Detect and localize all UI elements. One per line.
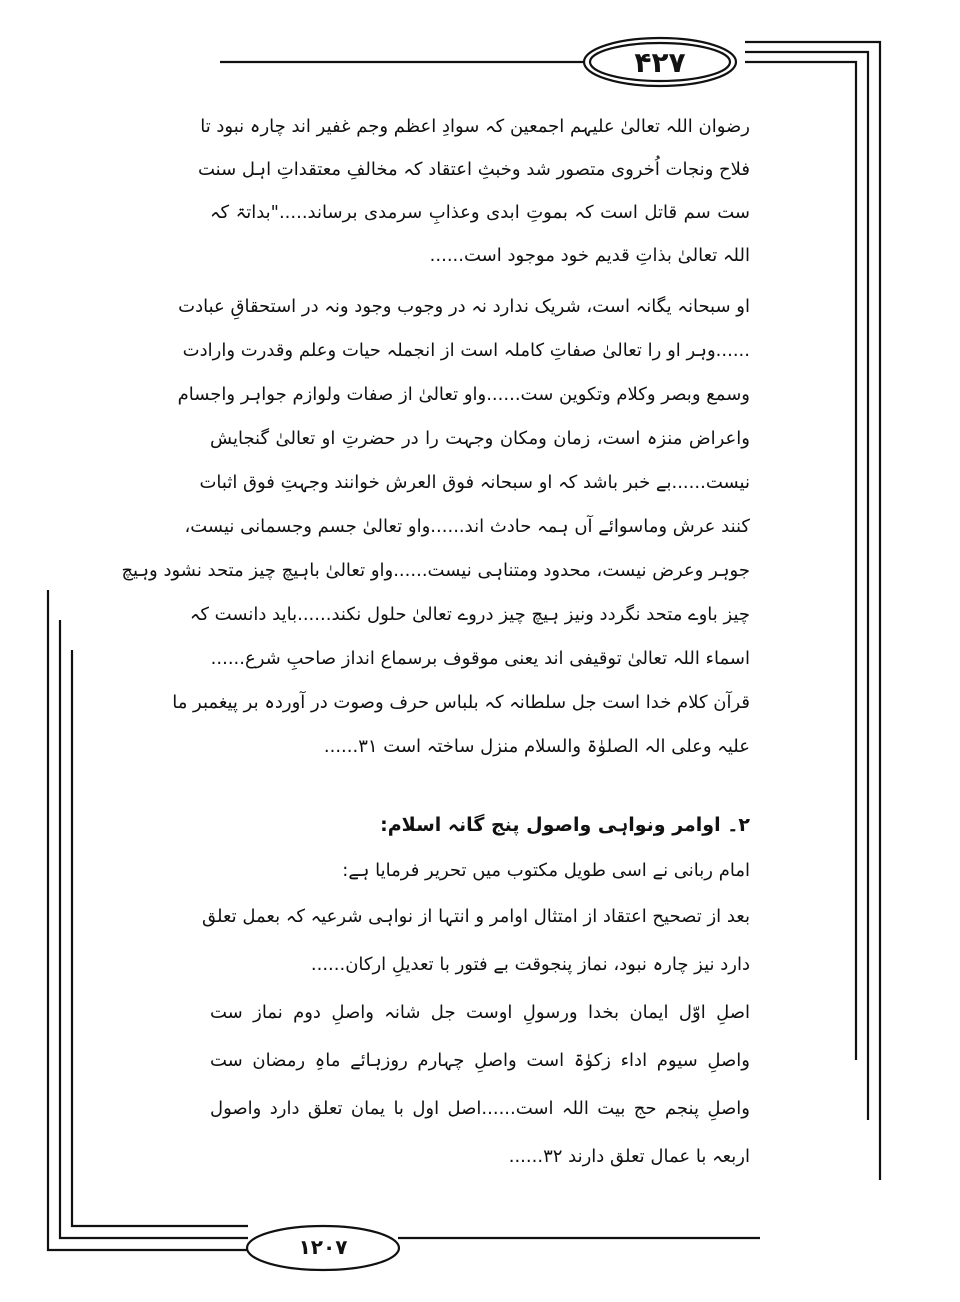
text-line: اصلِ اوّل ایمان بخدا ورسولِ اوست جل شانہ واصلِ دوم نماز ست xyxy=(210,1002,750,1023)
top-border-line-inner xyxy=(745,62,856,1060)
text-line: جوہر وعرض نیست، محدود ومتناہی نیست......واو تعالیٰ باہیچ چیز متحد نشود وہیچ xyxy=(121,560,750,581)
text-line: اربعہ با عمال تعلق دارند ۳۲...... xyxy=(508,1146,750,1167)
text-line: ست سم قاتل است کہ بموتِ ابدی وعذابِ سرمدی برساند....."بداتۃ کہ xyxy=(210,202,750,223)
text-line: قرآن کلام خدا است جل سلطانہ کہ بلباس حرف وصوت در آوردہ بر پیغمبر ما xyxy=(172,692,750,713)
header-page-number: ۴۲۷ xyxy=(634,46,686,79)
text-line: کنند عرش وماسوائے آں ہمہ حادث اند......واو تعالیٰ جسم وجسمانی نیست، xyxy=(184,516,750,537)
footer-page-number: ۱۲۰۷ xyxy=(298,1235,348,1259)
section-heading: ۲۔ اوامر ونواہی واصول پنج گانہ اسلام: xyxy=(380,814,750,836)
text-line: علیہ وعلی الہ الصلوٰۃ والسلام منزل ساختہ است ۳۱...... xyxy=(323,736,750,757)
text-line: دارد نیز چارہ نبود، نماز پنجوقت بے فتور با تعدیلِ ارکان...... xyxy=(310,954,750,975)
text-line: فلاح ونجات اُخروی متصور شد وخبثِ اعتقاد کہ مخالفِ معتقداتِ اہل سنت xyxy=(197,159,750,180)
text-line: چیز باوے متحد نگردد ونیز ہیچ چیز دروے تعالیٰ حلول نکند......باید دانست کہ xyxy=(189,604,750,625)
text-line: او سبحانہ یگانہ است، شریک ندارد نہ در وجوب وجود ونہ در استحقاقِ عبادت xyxy=(178,296,750,317)
text-line: اللہ تعالیٰ بذاتِ قدیم خود موجود است...... xyxy=(429,245,750,266)
main-text-block xyxy=(121,0,750,1302)
text-line: واصلِ پنجم حج بیت اللہ است......اصل اول با یمان تعلق دارد واصول xyxy=(210,1098,750,1119)
text-line: رضوان اللہ تعالیٰ علیہم اجمعین کہ سوادِ اعظم وجم غفیر اند چارہ نبود تا xyxy=(200,116,750,137)
top-border-line-outer xyxy=(745,42,880,1180)
text-line: نیست......بے خبر باشد کہ او سبحانہ فوق العرش خوانند وجہتِ فوق اثبات xyxy=(199,472,750,493)
text-line: اسماء اللہ تعالیٰ توقیفی اند یعنی موقوف برسماع انداز صاحبِ شرع...... xyxy=(210,648,750,669)
text-line: واصلِ سیوم اداء زکوٰۃ است واصلِ چہارم روزہائے ماہِ رمضان ست xyxy=(210,1050,750,1071)
text-line: وسمع وبصر وکلام وتکوین ست......واو تعالیٰ از صفات ولوازم جواہر واجسام xyxy=(177,384,750,405)
text-line: ......وہر او را تعالیٰ صفاتِ کاملہ است از انجملہ حیات وعلم وقدرت وارادت xyxy=(182,340,750,361)
text-line: واعراض منزہ است، زمان ومکان وجہت را در حضرتِ او تعالیٰ گنجایش xyxy=(210,428,750,449)
top-border-line-mid xyxy=(745,52,868,1120)
text-line: بعد از تصحیح اعتقاد از امتثال اوامر و انتہا از نواہی شرعیہ کہ بعمل تعلق xyxy=(202,906,750,927)
intro-line: امام ربانی نے اسی طویل مکتوب میں تحریر فرمایا ہے: xyxy=(342,860,750,881)
